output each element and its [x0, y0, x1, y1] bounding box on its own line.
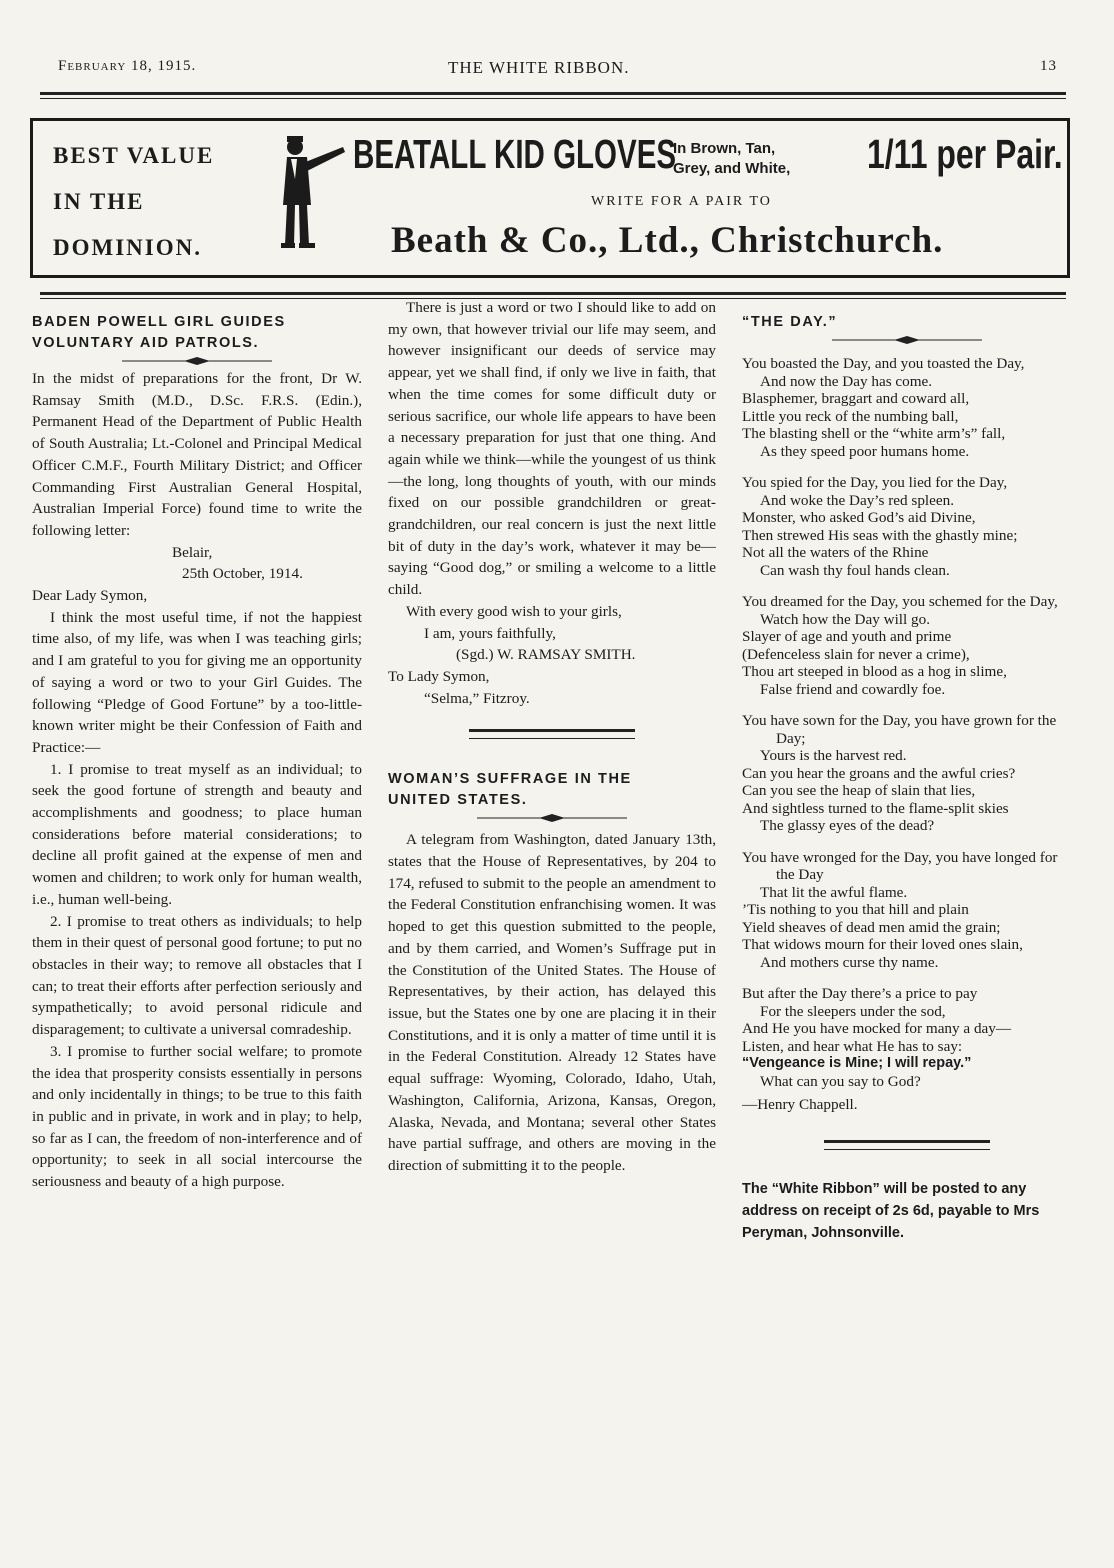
header-rule-thin: [40, 98, 1066, 99]
poem-stanza-1: You boasted the Day, and you toasted the Day, And now the Day has come. Blasphemer, braggart and coward all, Little you reck of the numbing ball, The blasting shell or the “white arm’s” fall, As they speed poor humans home.: [742, 355, 1025, 460]
article1-intro: In the midst of preparations for the front, Dr W. Ramsay Smith (M.D., D.Sc. F.R.S. (Edin.), Permanent Head of the Department of Public Health of South Australia; Lt.-Colonel and Principal Medical Officer C.M.F., Fourth Military District; and Officer Commanding First Australian General Hospital, Australian Imperial Force) found time to write the following letter:: [32, 370, 362, 539]
pledge-2: 2. I promise to treat others as individuals; to help them in their quest of personal good fortune; to put no obstacles in their way; to remove all obstacles that I can; to treat their efforts after perfection seriously and sympathetically; to avoid personal ridicule and disparagement; to cultivate a universal comradeship.: [32, 912, 362, 1039]
poem-stanza-3: You dreamed for the Day, you schemed for the Day, Watch how the Day will go. Slayer of age and youth and prime (Defenceless slain for never a crime), Thou art steeped in blood as a hog in slime, False friend and cowardly foe.: [742, 593, 1058, 698]
letter-signature: (Sgd.) W. RAMSAY SMITH.: [456, 646, 636, 664]
ornament-divider-icon: [32, 354, 362, 368]
section-divider: [469, 729, 635, 739]
ad-price: 1/11 per Pair.: [867, 131, 1063, 177]
section-divider: [824, 1140, 990, 1150]
letter-wish: With every good wish to your girls,: [406, 602, 622, 620]
issue-date: February 18, 1915.: [58, 58, 197, 74]
ad-colours: In Brown, Tan, Grey, and White,: [673, 140, 791, 177]
poem-stanza-6: But after the Day there’s a price to pay For the sleepers under the sod, And He you have mocked for many a day— Listen, and hear what He has to say: “Vengeance is Mine; I will repay.” What can you say to God?: [742, 985, 1012, 1090]
poem-stanza-4: You have sown for the Day, you have grown for the Day; Yours is the harvest red. Can you hear the groans and the awful cries? Can you see the heap of slain that lies, And sightless turned to the flame-split skies The glassy eyes of the dead?: [742, 712, 1057, 834]
letter-recipient-address: “Selma,” Fitzroy.: [424, 689, 530, 707]
poem-stanza-2: You spied for the Day, you lied for the Day, And woke the Day’s red spleen. Monster, who asked God’s aid Divine, Then strewed His seas with the ghastly mine; Not all the waters of the Rhine Can wash thy foul hands clean.: [742, 474, 1018, 579]
letter-closing: There is just a word or two I should like to add on my own, that however trivial our life may seem, and however insignificant our deeds of service may appear, yet we shall find, if only we live in faith, that when the time comes for some difficult duty or serious sacrifice, our whole life appears to have been a necessary preparation for just that one thing. And again while we think—while the youngest of us think—the long, long thoughts of youth, with our minds fixed on our possible grandchildren or great-grandchildren, our real concern is just the next little bit of duty in the day’s work, whatever it may be—saying “Good dog,” or smiling a welcome to a little child.: [388, 299, 716, 599]
gentleman-figure-icon: [281, 133, 351, 258]
poem-stanza-5: You have wronged for the Day, you have longed for the Day That lit the awful flame. ’Tis nothing to you that hill and plain Yield sheaves of dead men amid the grain; That widows mourn for their loved ones slain, And mothers curse thy name.: [742, 848, 1058, 971]
article2-body: A telegram from Washington, dated January 13th, states that the House of Representatives, by 204 to 174, refused to submit to the people an amendment to the Federal Constitution enfranchising women. It was hoped to get this question submitted to the people, and by them carried, and Women’s Suffrage put in the Constitution of the United States. The House of Representatives, by their action, has delayed this issue, but the States one by one are placing it in their Constitutions, and it is only a matter of time until it is in the Federal Constitution. Already 12 States have equal suffrage: Wyoming, Colorado, Idaho, Utah, Washington, California, Arizona, Kansas, Oregon, Alaska, Nevada, and Montana; several other States have partial suffrage, and others are moving in the direction of submitting it to the people.: [388, 831, 716, 1174]
ornament-divider-icon: [388, 811, 716, 825]
ad-slogan: BEST VALUE IN THE DOMINION.: [53, 143, 215, 260]
subscription-notice: The “White Ribbon” will be posted to any address on receipt of 2s 6d, payable to Mrs Peryman, Johnsonville.: [742, 1180, 1040, 1241]
poem-author: —Henry Chappell.: [742, 1096, 858, 1113]
ad-company: Beath & Co., Ltd., Christchurch.: [391, 220, 944, 261]
column-3: [742, 312, 1072, 1244]
ad-rule: [40, 292, 1066, 295]
letter-yours: I am, yours faithfully,: [424, 624, 556, 642]
page-number: 13: [1040, 58, 1057, 74]
article2-title-line1: WOMAN’S SUFFRAGE IN THE: [388, 771, 632, 788]
ornament-divider-icon: [742, 333, 1072, 347]
article1-title-line2: VOLUNTARY AID PATROLS.: [32, 335, 260, 351]
ad-write-line: WRITE FOR A PAIR TO: [591, 194, 772, 209]
letter-body: I think the most useful time, if not the happiest time also, of my life, was when I was teaching girls; and I am grateful to you for giving me an opportunity of saying a word or two to your Girl Guides. The following “Pledge of Good Fortune” by a too-little-known writer might be their Confession of Faith and Practice:—: [32, 608, 362, 756]
pledge-3: 3. I promise to further social welfare; to promote the idea that prosperity consists essentially in persons and only incidentally in things; to be true to this faith in public and in private, in work and in play; to help, so far as I can, the freedom of non-interference and of opportunity; to seek in all social intercourse the seriousness and beauty of a high purpose.: [32, 1042, 362, 1191]
article1-title-line1: BADEN POWELL GIRL GUIDES: [32, 314, 286, 330]
newspaper-title: THE WHITE RIBBON.: [448, 58, 630, 77]
column-1: [32, 312, 362, 1193]
letter-address: Belair,: [172, 543, 213, 561]
letter-recipient: To Lady Symon,: [388, 667, 490, 685]
letter-salutation: Dear Lady Symon,: [32, 587, 148, 605]
article2-title-line2: UNITED STATES.: [388, 792, 528, 809]
pledge-1: 1. I promise to treat myself as an individual; to seek the good fortune of strength and beauty and accomplishments and goodness; to place human considerations before material considerations; to decline all profit gained at the expense of men and women and children; to work only for human wealth, i.e., human well-being.: [32, 760, 362, 908]
header-rule: [40, 92, 1066, 95]
glove-advertisement: [30, 118, 1070, 278]
column-2: [388, 297, 716, 1177]
poem-title: “THE DAY.”: [742, 314, 838, 330]
letter-date: 25th October, 1914.: [182, 565, 303, 583]
ad-brand: BEATALL KID GLOVES: [353, 131, 677, 177]
